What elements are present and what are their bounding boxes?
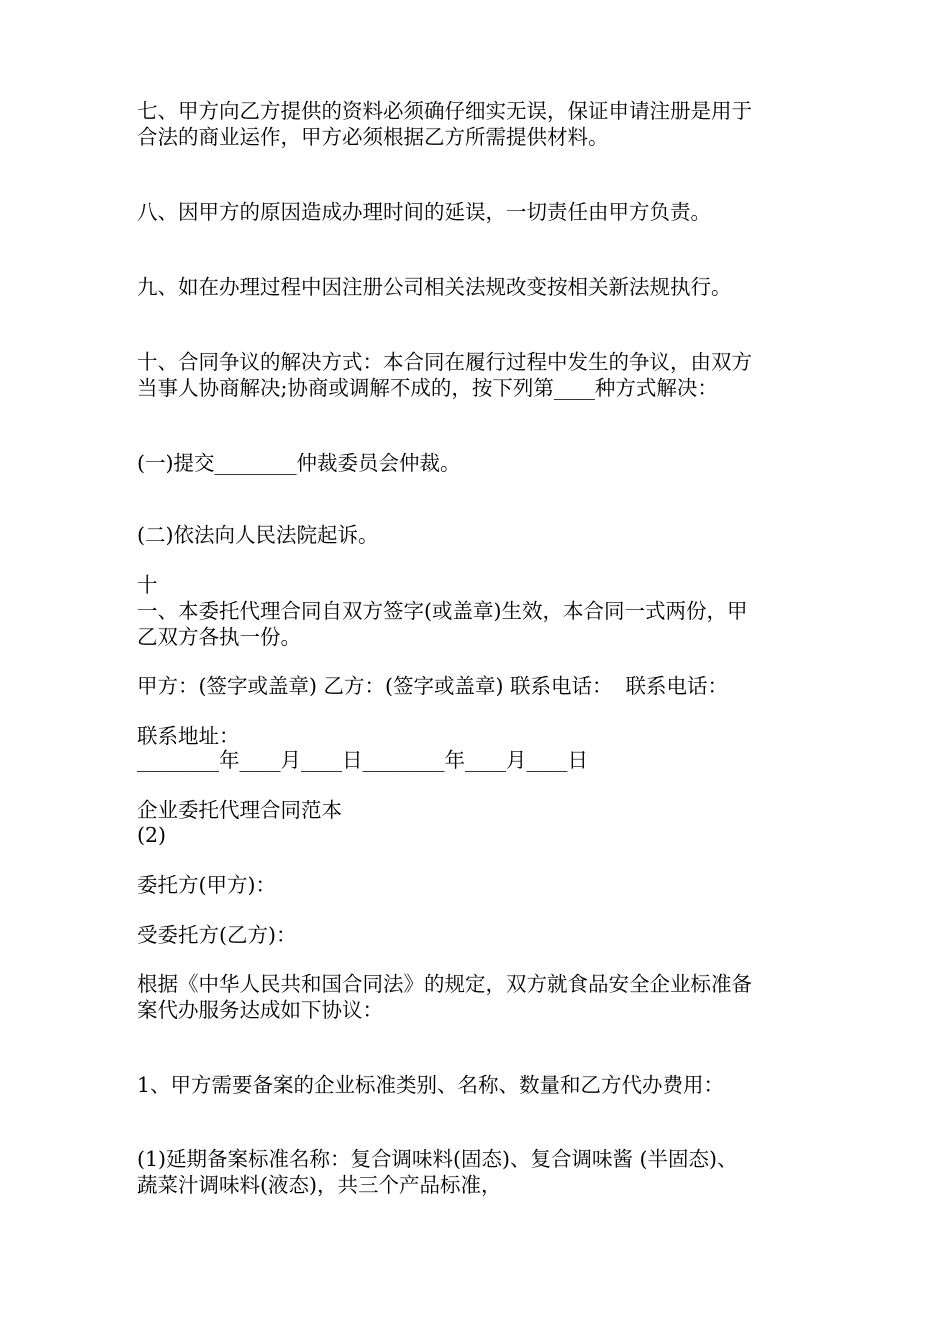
template-number: (2) — [137, 823, 167, 847]
template-title: 企业委托代理合同范本 — [137, 798, 342, 822]
item-1-1-line-1: (1)延期备案标准名称：复合调味料(固态)、复合调味酱 (半固态)、 — [137, 1147, 738, 1171]
clause-10-line-1: 十、合同争议的解决方式：本合同在履行过程中发生的争议，由双方 — [137, 350, 752, 374]
item-1: 1、甲方需要备案的企业标准类别、名称、数量和乙方代办费用： — [137, 1073, 725, 1097]
preamble-line-2: 案代办服务达成如下协议： — [137, 998, 383, 1022]
clause-8: 八、因甲方的原因造成办理时间的延误，一切责任由甲方负责。 — [137, 200, 711, 224]
preamble-line-1: 根据《中华人民共和国合同法》的规定，双方就食品安全企业标准备 — [137, 972, 752, 996]
clause-10-line-2: 当事人协商解决;协商或调解不成的，按下列第____种方式解决： — [137, 376, 718, 400]
party-a-label: 委托方(甲方)： — [137, 873, 276, 897]
option-2: (二)依法向人民法院起诉。 — [137, 523, 379, 547]
date-line: ________年____月____日________年____月____日 — [137, 748, 588, 772]
clause-9: 九、如在办理过程中因注册公司相关法规改变按相关新法规执行。 — [137, 275, 732, 299]
option-1: (一)提交________仲裁委员会仲裁。 — [137, 451, 461, 475]
clause-11-number: 十 — [137, 573, 158, 597]
item-1-1-line-2: 蔬菜汁调味料(液态)，共三个产品标准， — [137, 1173, 502, 1197]
clause-7-line-2: 合法的商业运作，甲方必须根据乙方所需提供材料。 — [137, 125, 609, 149]
clause-11-line-1: 一、本委托代理合同自双方签字(或盖章)生效，本合同一式两份，甲 — [137, 599, 748, 623]
clause-11-line-2: 乙双方各执一份。 — [137, 625, 301, 649]
clause-7-line-1: 七、甲方向乙方提供的资料必须确仔细实无误，保证申请注册是用于 — [137, 99, 752, 123]
party-b-label: 受委托方(乙方)： — [137, 923, 297, 947]
contact-address: 联系地址： — [137, 724, 240, 748]
signature-line: 甲方：(签字或盖章) 乙方：(签字或盖章) 联系电话： 联系电话： — [137, 674, 729, 698]
